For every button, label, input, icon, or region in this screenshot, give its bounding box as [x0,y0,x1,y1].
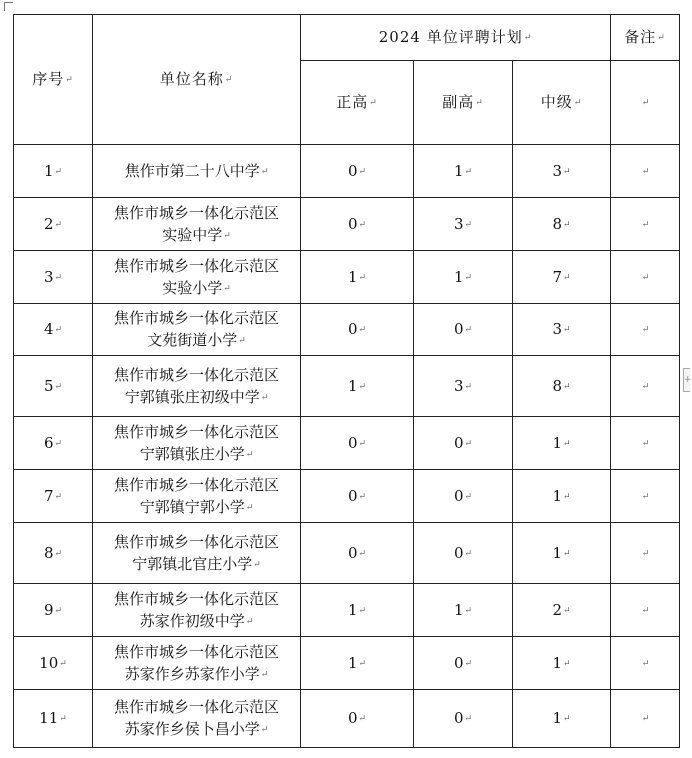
table-resize-handle[interactable]: + [683,368,690,392]
cell-intermediate: 8↵ [513,198,611,251]
table-row [14,304,680,356]
cell-senior: 1↵ [301,637,414,690]
header-plan-title: 2024 单位评聘计划↵ [301,15,611,61]
cell-senior: 0↵ [301,304,414,356]
cell-seq: 5↵ [14,356,93,417]
cell-remark: ↵ [611,145,680,198]
cell-unit-name: 焦作市城乡一体化示范区 实验小学↵ [93,251,301,304]
cell-senior: 0↵ [301,198,414,251]
cell-remark: ↵ [611,198,680,251]
cell-remark: ↵ [611,584,680,637]
cell-remark: ↵ [611,637,680,690]
header-vice-senior: 副高↵ [414,61,513,145]
cell-intermediate: 3↵ [513,304,611,356]
table-row [14,198,680,251]
cell-remark: ↵ [611,523,680,584]
cell-unit-name: 焦作市城乡一体化示范区 苏家作乡苏家作小学↵ [93,637,301,690]
table-row [14,145,680,198]
cell-unit-name: 焦作市城乡一体化示范区 苏家作乡侯卜昌小学↵ [93,690,301,748]
header-unit-name: 单位名称↵ [93,15,301,145]
cell-seq: 2↵ [14,198,93,251]
cell-intermediate: 1↵ [513,523,611,584]
evaluation-plan-table [13,14,680,748]
cell-vice-senior: 0↵ [414,637,513,690]
header-remark-sub: ↵ [611,61,680,145]
cell-unit-name: 焦作市城乡一体化示范区 实验中学↵ [93,198,301,251]
cell-seq: 8↵ [14,523,93,584]
cell-vice-senior: 3↵ [414,356,513,417]
table-row [14,470,680,523]
cell-intermediate: 3↵ [513,145,611,198]
header-remark: 备注↵ [611,15,680,61]
table-row [14,356,680,417]
table-row [14,523,680,584]
cell-remark: ↵ [611,690,680,748]
cell-unit-name: 焦作市城乡一体化示范区 宁郭镇张庄小学↵ [93,417,301,470]
cell-vice-senior: 0↵ [414,470,513,523]
cell-vice-senior: 1↵ [414,584,513,637]
cell-vice-senior: 1↵ [414,251,513,304]
cell-intermediate: 1↵ [513,417,611,470]
cell-vice-senior: 0↵ [414,523,513,584]
cell-seq: 10↵ [14,637,93,690]
cell-seq: 3↵ [14,251,93,304]
cell-vice-senior: 3↵ [414,198,513,251]
cell-remark: ↵ [611,417,680,470]
header-senior: 正高↵ [301,61,414,145]
header-row-top [14,15,680,61]
header-seq: 序号↵ [14,15,93,145]
cell-seq: 7↵ [14,470,93,523]
cell-seq: 9↵ [14,584,93,637]
cell-intermediate: 1↵ [513,637,611,690]
cell-unit-name: 焦作市城乡一体化示范区 宁郭镇宁郭小学↵ [93,470,301,523]
cell-senior: 0↵ [301,690,414,748]
cell-seq: 11↵ [14,690,93,748]
cell-unit-name: 焦作市城乡一体化示范区 文苑街道小学↵ [93,304,301,356]
cell-intermediate: 8↵ [513,356,611,417]
cell-vice-senior: 0↵ [414,304,513,356]
cell-senior: 0↵ [301,523,414,584]
margin-corner-mark [4,2,13,11]
cell-remark: ↵ [611,470,680,523]
cell-remark: ↵ [611,304,680,356]
cell-unit-name: 焦作市第二十八中学↵ [93,145,301,198]
cell-unit-name: 焦作市城乡一体化示范区 宁郭镇张庄初级中学↵ [93,356,301,417]
cell-senior: 1↵ [301,251,414,304]
cell-intermediate: 7↵ [513,251,611,304]
cell-senior: 0↵ [301,470,414,523]
cell-remark: ↵ [611,356,680,417]
cell-seq: 1↵ [14,145,93,198]
table-row [14,417,680,470]
table-row [14,690,680,748]
cell-unit-name: 焦作市城乡一体化示范区 苏家作初级中学↵ [93,584,301,637]
cell-vice-senior: 1↵ [414,145,513,198]
cell-seq: 6↵ [14,417,93,470]
cell-intermediate: 1↵ [513,470,611,523]
cell-vice-senior: 0↵ [414,690,513,748]
cell-senior: 0↵ [301,145,414,198]
cell-intermediate: 1↵ [513,690,611,748]
cell-vice-senior: 0↵ [414,417,513,470]
table-row [14,584,680,637]
cell-senior: 0↵ [301,417,414,470]
header-intermediate: 中级↵ [513,61,611,145]
cell-unit-name: 焦作市城乡一体化示范区 宁郭镇北官庄小学↵ [93,523,301,584]
cell-intermediate: 2↵ [513,584,611,637]
cell-senior: 1↵ [301,356,414,417]
cell-senior: 1↵ [301,584,414,637]
table-row [14,251,680,304]
table-row [14,637,680,690]
cell-remark: ↵ [611,251,680,304]
cell-seq: 4↵ [14,304,93,356]
